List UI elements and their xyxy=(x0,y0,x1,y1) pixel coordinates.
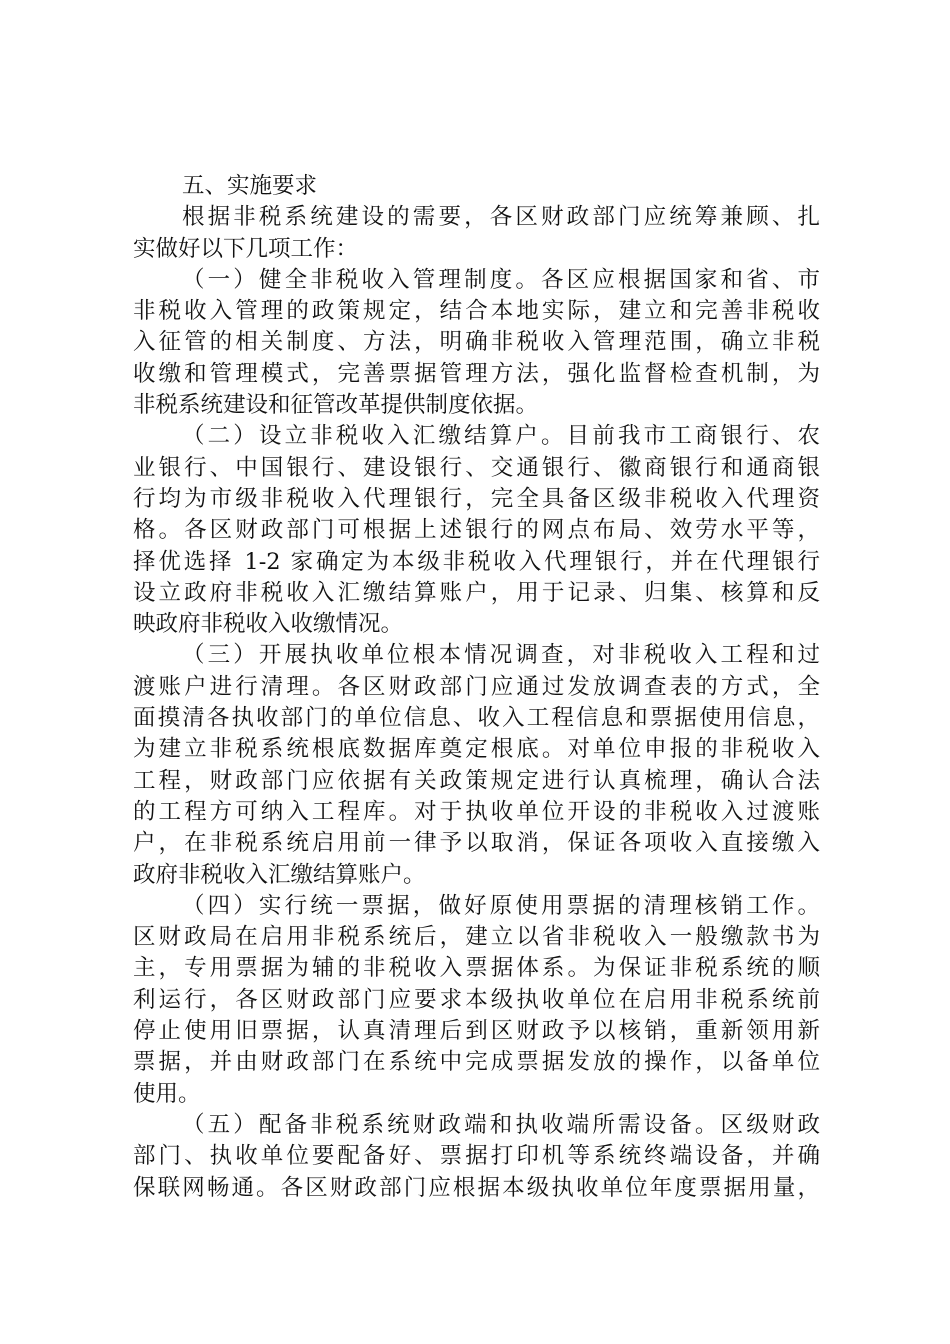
text-line: 行均为市级非税收入代理银行，完全具备区级非税收入代理资 xyxy=(133,485,820,512)
paragraph-item-4 xyxy=(133,891,820,1110)
text-line: 实做好以下几项工作： xyxy=(133,235,359,262)
text-line: 使用。 xyxy=(133,1080,201,1107)
text-line: 利运行，各区财政部门应要求本级执收单位在启用非税系统前 xyxy=(133,986,820,1013)
section-heading: 五、实施要求 xyxy=(182,173,318,199)
text-line: （三）开展执收单位根本情况调查，对非税收入工程和过 xyxy=(182,642,820,669)
text-line: 工程，财政部门应依据有关政策规定进行认真梳理，确认合法 xyxy=(133,767,820,794)
text-line: 部门、执收单位要配备好、票据打印机等系统终端设备，并确 xyxy=(133,1143,820,1170)
paragraph-intro xyxy=(133,202,820,265)
text-line: 停止使用旧票据，认真清理后到区财政予以核销，重新领用新 xyxy=(133,1018,820,1045)
text-line: 渡账户进行清理。各区财政部门应通过发放调查表的方式，全 xyxy=(133,673,820,700)
paragraph-item-3 xyxy=(133,640,820,890)
text-line: 非税收入管理的政策规定，结合本地实际，建立和完善非税收 xyxy=(133,298,820,325)
document-body xyxy=(133,171,820,1204)
text-line: 设立政府非税收入汇缴结算账户，用于记录、归集、核算和反 xyxy=(133,579,820,606)
text-line: 为建立非税系统根底数据库奠定根底。对单位申报的非税收入 xyxy=(133,736,820,763)
text-line: 根据非税系统建设的需要，各区财政部门应统筹兼顾、扎 xyxy=(182,204,820,231)
text-line: （四）实行统一票据，做好原使用票据的清理核销工作。 xyxy=(182,892,820,919)
text-line: 入征管的相关制度、方法，明确非税收入管理范围，确立非税 xyxy=(133,329,820,356)
text-line: （五）配备非税系统财政端和执收端所需设备。区级财政 xyxy=(182,1111,820,1138)
paragraph-item-2 xyxy=(133,421,820,640)
paragraph-item-5 xyxy=(133,1110,820,1204)
text-line: 政府非税收入汇缴结算账户。 xyxy=(133,861,426,888)
text-line: 非税系统建设和征管改革提供制度依据。 xyxy=(133,392,539,419)
text-line: 的工程方可纳入工程库。对于执收单位开设的非税收入过渡账 xyxy=(133,798,820,825)
text-line: 面摸清各执收部门的单位信息、收入工程信息和票据使用信息， xyxy=(133,705,820,732)
text-line: 业银行、中国银行、建设银行、交通银行、徽商银行和通商银 xyxy=(133,454,820,481)
text-line: 收缴和管理模式，完善票据管理方法，强化监督检查机制，为 xyxy=(133,360,820,387)
text-line: 票据，并由财政部门在系统中完成票据发放的操作，以备单位 xyxy=(133,1049,820,1076)
text-line: 格。各区财政部门可根据上述银行的网点布局、效劳水平等， xyxy=(133,517,820,544)
text-line: （二）设立非税收入汇缴结算户。目前我市工商银行、农 xyxy=(182,423,820,450)
text-line: 保联网畅通。各区财政部门应根据本级执收单位年度票据用量， xyxy=(133,1174,820,1201)
text-line: 主，专用票据为辅的非税收入票据体系。为保证非税系统的顺 xyxy=(133,955,820,982)
text-line: 映政府非税收入收缴情况。 xyxy=(133,611,404,638)
text-line: 户，在非税系统启用前一律予以取消，保证各项收入直接缴入 xyxy=(133,830,820,857)
text-line: 择优选择 1-2 家确定为本级非税收入代理银行，并在代理银行 xyxy=(133,548,820,575)
text-line: 区财政局在启用非税系统后，建立以省非税收入一般缴款书为 xyxy=(133,924,820,951)
paragraph-item-1 xyxy=(133,265,820,421)
text-line: （一）健全非税收入管理制度。各区应根据国家和省、市 xyxy=(182,266,820,293)
